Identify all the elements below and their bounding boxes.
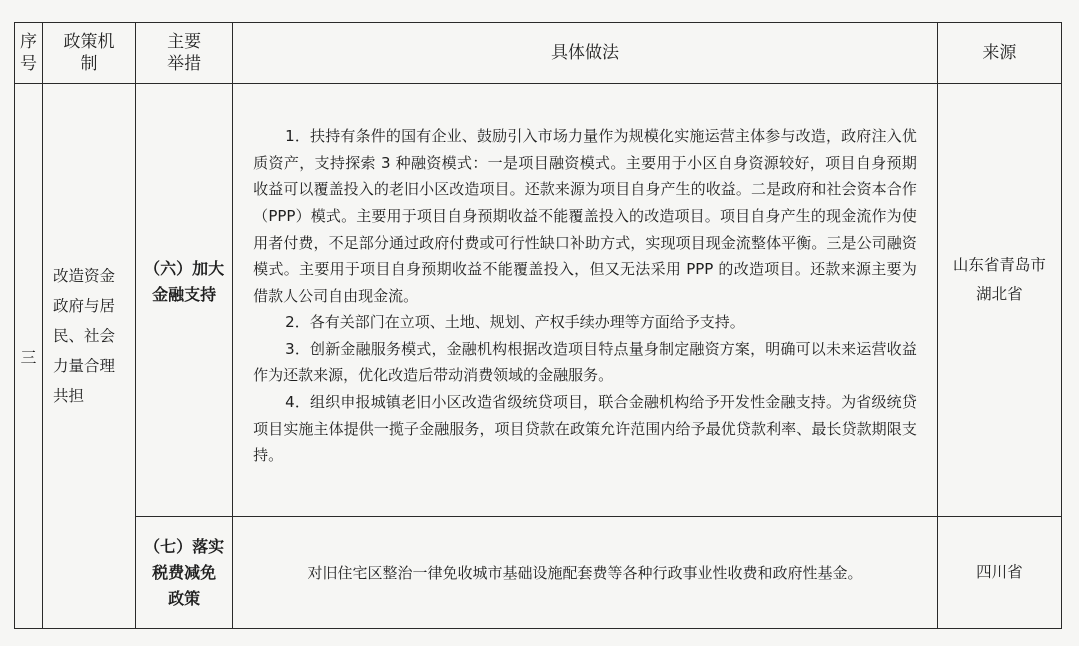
practice-paragraph: 3．创新金融服务模式，金融机构根据改造项目特点量身制定融资方案，明确可以未来运营收益作为还款来源，优化改造后带动消费领域的金融服务。 [253, 339, 917, 385]
source-line: 湖北省 [976, 285, 1023, 303]
row-number: 三 [15, 84, 43, 629]
header-no: 序号 [15, 23, 43, 84]
practice-paragraph: 2．各有关部门在立项、土地、规划、产权手续办理等方面给予支持。 [285, 313, 745, 332]
header-source: 来源 [937, 23, 1061, 84]
header-measure: 主要举措 [136, 23, 233, 84]
table-header-row [15, 23, 1062, 84]
measure-line: （七）落实 [144, 536, 225, 556]
top-margin [0, 0, 1079, 6]
header-mechanism: 政策机制 [43, 23, 136, 84]
table-row [15, 517, 1062, 629]
main-measure [136, 517, 233, 629]
source-cell [937, 84, 1061, 517]
practice-paragraph: 4．组织申报城镇老旧小区改造省级统贷项目，联合金融机构给予开发性金融支持。为省级统贷项目实施主体提供一揽子金融服务，项目贷款在政策允许范围内给予最优贷款利率、最长贷款期限支持。 [253, 393, 917, 465]
main-measure: （六）加大金融支持 [136, 84, 233, 517]
measure-line: 税费减免 [152, 562, 217, 582]
policy-table [14, 22, 1062, 629]
source-line: 山东省青岛市 [952, 256, 1046, 274]
practice-detail [233, 84, 938, 517]
practice-detail: 对旧住宅区整治一律免收城市基础设施配套费等各种行政事业性收费和政府性基金。 [233, 517, 938, 629]
table-row [15, 84, 1062, 517]
measure-line: 政策 [168, 588, 201, 608]
source-cell: 四川省 [937, 517, 1061, 629]
policy-mechanism: 改造资金政府与居民、社会力量合理共担 [43, 84, 136, 629]
practice-paragraph: 1．扶持有条件的国有企业、鼓励引入市场力量作为规模化实施运营主体参与改造，政府注入优质资产，支持探索 3 种融资模式：一是项目融资模式。主要用于小区自身资源较好，项目自身预期收益可以覆盖投入的老旧小区改造项目。还款来源为项目自身产生的收益。二是政府和社会资本合作（PPP）模式。主要用于项目自身预期收益不能覆盖投入的改造项目。项目自身产生的现金流作为使用者付费，不足部分通过政府付费或可行性缺口补助方式，实现项目现金流整体平衡。三是公司融资模式。主要用于项目自身预期收益不能覆盖投入，但又无法采用 PPP 的改造项目。还款来源主要为借款人公司自由现金流。 [253, 127, 917, 305]
header-practice: 具体做法 [233, 23, 938, 84]
